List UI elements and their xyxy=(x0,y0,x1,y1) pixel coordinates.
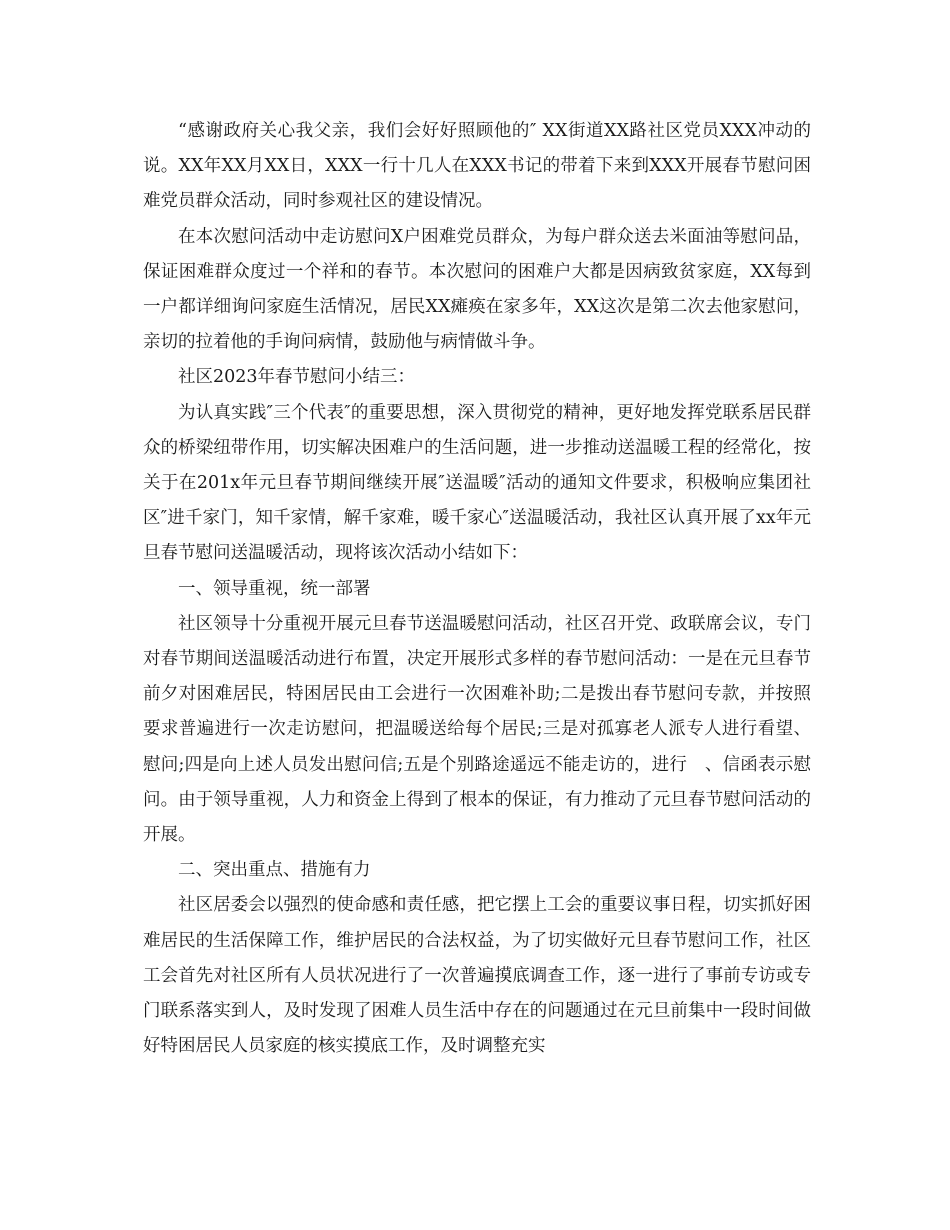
paragraph-leadership: 社区领导十分重视开展元旦春节送温暖慰问活动，社区召开党、政联席会议，专门对春节期间送温暖活动进行布置，决定开展形式多样的春节慰问活动：一是在元旦春节前夕对困难居民，特困居民由工会进行一次困难补助;二是拨出春节慰问专款，并按照要求普遍进行一次走访慰问，把温暖送给每个居民;三是对孤寡老人派专人进行看望、慰问;四是向上述人员发出慰问信;五是个别路途遥远不能走访的，进行 、信函表示慰问。由于领导重视，人力和资金上得到了根本的保证，有力推动了元旦春节慰问活动的开展。 xyxy=(143,613,811,846)
paragraph-visit-details: 在本次慰问活动中走访慰问X户困难党员群众，为每户群众送去米面油等慰问品，保证困难群众度过一个祥和的春节。本次慰问的困难户大都是因病致贫家庭，XX每到一户都详细询问家庭生活情况，居民XX瘫痪在家多年，XX这次是第二次去他家慰问，亲切的拉着他的手询问病情，鼓励他与病情做斗争。 xyxy=(143,226,811,353)
section-title-summary-three: 社区2023年春节慰问小结三： xyxy=(178,367,416,388)
paragraph-thanks-quote: “感谢政府关心我父亲，我们会好好照顾他的″ XX街道XX路社区党员XXX冲动的说。XX年XX月XX日，XXX一行十几人在XXX书记的带着下来到XXX开展春节慰问困难党员群众活动，同时参观社区的建设情况。 xyxy=(143,121,811,212)
paragraph-key-points: 社区居委会以强烈的使命感和责任感，把它摆上工会的重要议事日程，切实抓好困难居民的生活保障工作，维护居民的合法权益，为了切实做好元旦春节慰问工作，社区工会首先对社区所有人员状况进行了一次普遍摸底调查工作，逐一进行了事前专访或专门联系落实到人，及时发现了困难人员生活中存在的问题通过在元旦前集中一段时间做好特困居民人员家庭的核实摸底工作，及时调整充实 xyxy=(143,895,811,1057)
document-body xyxy=(143,114,811,1064)
paragraph-introduction: 为认真实践″三个代表″的重要思想，深入贯彻党的精神，更好地发挥党联系居民群众的桥梁纽带作用，切实解决困难户的生活问题，进一步推动送温暖工程的经常化，按关于在201x年元旦春节期间继续开展″送温暖″活动的通知文件要求，积极响应集团社区″进千家门，知千家情，解千家难，暖千家心″送温暖活动，我社区认真开展了xx年元旦春节慰问送温暖活动，现将该次活动小结如下： xyxy=(143,402,811,564)
heading-leadership: 一、领导重视，统一部署 xyxy=(178,578,371,599)
heading-key-points: 二、突出重点、措施有力 xyxy=(178,860,371,881)
